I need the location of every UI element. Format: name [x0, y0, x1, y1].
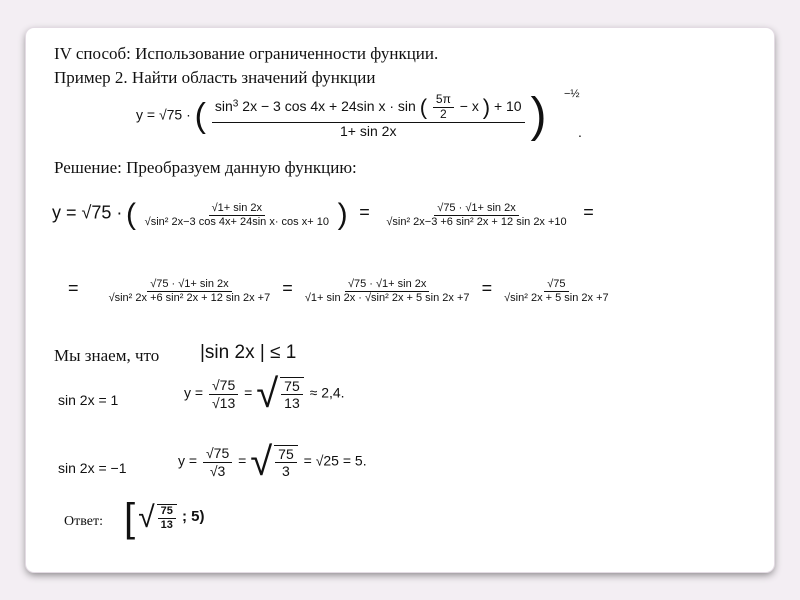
formula-main-lhs: y = √75 · — [136, 106, 191, 123]
case2-equals: = — [238, 452, 247, 469]
step2-fraction-1-den: √sin² 2x +6 sin² 2x + 12 sin 2x +7 — [108, 291, 271, 304]
step2-fraction-3-den: √sin² 2x + 5 sin 2x +7 — [504, 291, 609, 304]
known-label: Мы знаем, что — [54, 346, 160, 365]
formula-main-period: . — [578, 124, 582, 140]
case2-fraction-2-num: 75 — [275, 446, 297, 463]
case1-fraction-2 — [280, 377, 304, 411]
case1-fraction-2-den: 13 — [284, 395, 300, 411]
step1-fraction-2-num: √75 · √1+ sin 2x — [434, 202, 518, 216]
step1-paren-open: ( — [126, 198, 137, 231]
case2-fraction-1-num: √75 — [203, 445, 232, 462]
inner-fraction-num: 5π — [433, 93, 454, 108]
case1-equals: = — [244, 384, 253, 401]
step2-equals-lead: = — [68, 278, 79, 299]
inner-paren-open: ( — [419, 94, 428, 120]
numerator-part-d: − x — [459, 98, 479, 115]
step1-equals-2: = — [583, 202, 594, 223]
known-inequality: |sin 2x | ≤ 1 — [200, 342, 297, 363]
answer-fraction-den: 13 — [160, 519, 173, 531]
step1-fraction-2 — [383, 202, 569, 228]
answer-rest: ; 5) — [181, 507, 205, 525]
formula-main — [136, 89, 547, 142]
case-2-condition: sin 2x = −1 — [58, 460, 127, 476]
step1-fraction-2-den: √sin² 2x−3 +6 sin² 2x + 12 sin 2x +10 — [386, 215, 567, 228]
case2-fraction-1-den: √3 — [209, 462, 226, 479]
case1-fraction-2-num: 75 — [281, 378, 303, 395]
inner-paren-close: ) — [482, 94, 491, 120]
answer-fraction — [157, 504, 177, 531]
case-2-result — [178, 442, 367, 482]
paren-open: ( — [194, 97, 206, 135]
formula-main-fraction — [212, 93, 525, 139]
transform-step-1 — [52, 200, 594, 230]
case-1-result — [184, 374, 345, 414]
inner-fraction-den: 2 — [440, 106, 447, 121]
numerator-part-a: sin — [214, 98, 233, 115]
step1-lhs: y = √75 · — [52, 202, 123, 223]
step2-equals-2: = — [282, 278, 293, 299]
heading-line-1: IV способ: Использование ограниченности функции. — [54, 44, 439, 63]
step1-paren-close: ) — [337, 198, 348, 231]
numerator-power: 3 — [232, 98, 239, 110]
answer-sqrt-sign: √ — [138, 501, 155, 534]
case2-fraction-2-den: 3 — [282, 463, 290, 479]
step1-fraction-1-den: √sin² 2x−3 cos 4x+ 24sin x· cos x+ 10 — [144, 215, 329, 228]
formula-main-denominator: 1+ sin 2x — [340, 122, 397, 139]
step2-fraction-3 — [501, 278, 611, 304]
step2-equals-3: = — [481, 278, 493, 299]
solution-label: Решение: Преобразуем данную функцию: — [54, 158, 357, 177]
numerator-part-c: 2x − 3 cos 4x + 24sin x · sin — [238, 98, 416, 115]
inner-fraction — [433, 93, 454, 122]
case1-fraction-1-num: √75 — [209, 377, 238, 394]
case1-fraction-1 — [209, 377, 238, 410]
step2-fraction-1-num: √75 · √1+ sin 2x — [147, 278, 231, 292]
step2-fraction-3-num: √75 — [544, 278, 568, 292]
formula-main-numerator — [212, 93, 525, 123]
answer-label: Ответ: — [64, 514, 103, 529]
step2-fraction-2-den: √1+ sin 2x · √sin² 2x + 5 sin 2x +7 — [304, 291, 470, 304]
case1-fraction-1-den: √13 — [211, 394, 236, 411]
case2-fraction-2 — [274, 445, 298, 479]
answer-value — [124, 498, 204, 538]
case1-lhs: y = — [184, 384, 204, 401]
case1-sqrt-sign: √ — [256, 372, 279, 416]
case2-fraction-1 — [203, 445, 232, 478]
step2-fraction-2-num: √75 · √1+ sin 2x — [345, 278, 429, 292]
step2-fraction-2 — [302, 278, 473, 304]
answer-bracket: [ — [124, 496, 136, 540]
case2-lhs: y = — [178, 452, 198, 469]
case2-tail: = √25 = 5. — [303, 452, 367, 469]
heading-line-2: Пример 2. Найти область значений функции — [54, 68, 376, 87]
step1-equals: = — [359, 202, 370, 223]
case1-approx: ≈ 2,4. — [309, 384, 345, 401]
answer-fraction-num: 75 — [158, 505, 176, 519]
step1-fraction-1-num: √1+ sin 2x — [209, 202, 265, 216]
step1-fraction-1 — [142, 202, 332, 228]
paren-close: ) — [530, 89, 547, 142]
numerator-part-e: + 10 — [493, 98, 522, 115]
transform-step-2 — [68, 278, 614, 304]
slide-card — [26, 28, 774, 572]
case2-sqrt-sign: √ — [250, 440, 273, 484]
step2-fraction-1 — [106, 278, 274, 304]
formula-main-exponent: −½ — [564, 88, 580, 100]
case-1-condition: sin 2x = 1 — [58, 392, 119, 408]
